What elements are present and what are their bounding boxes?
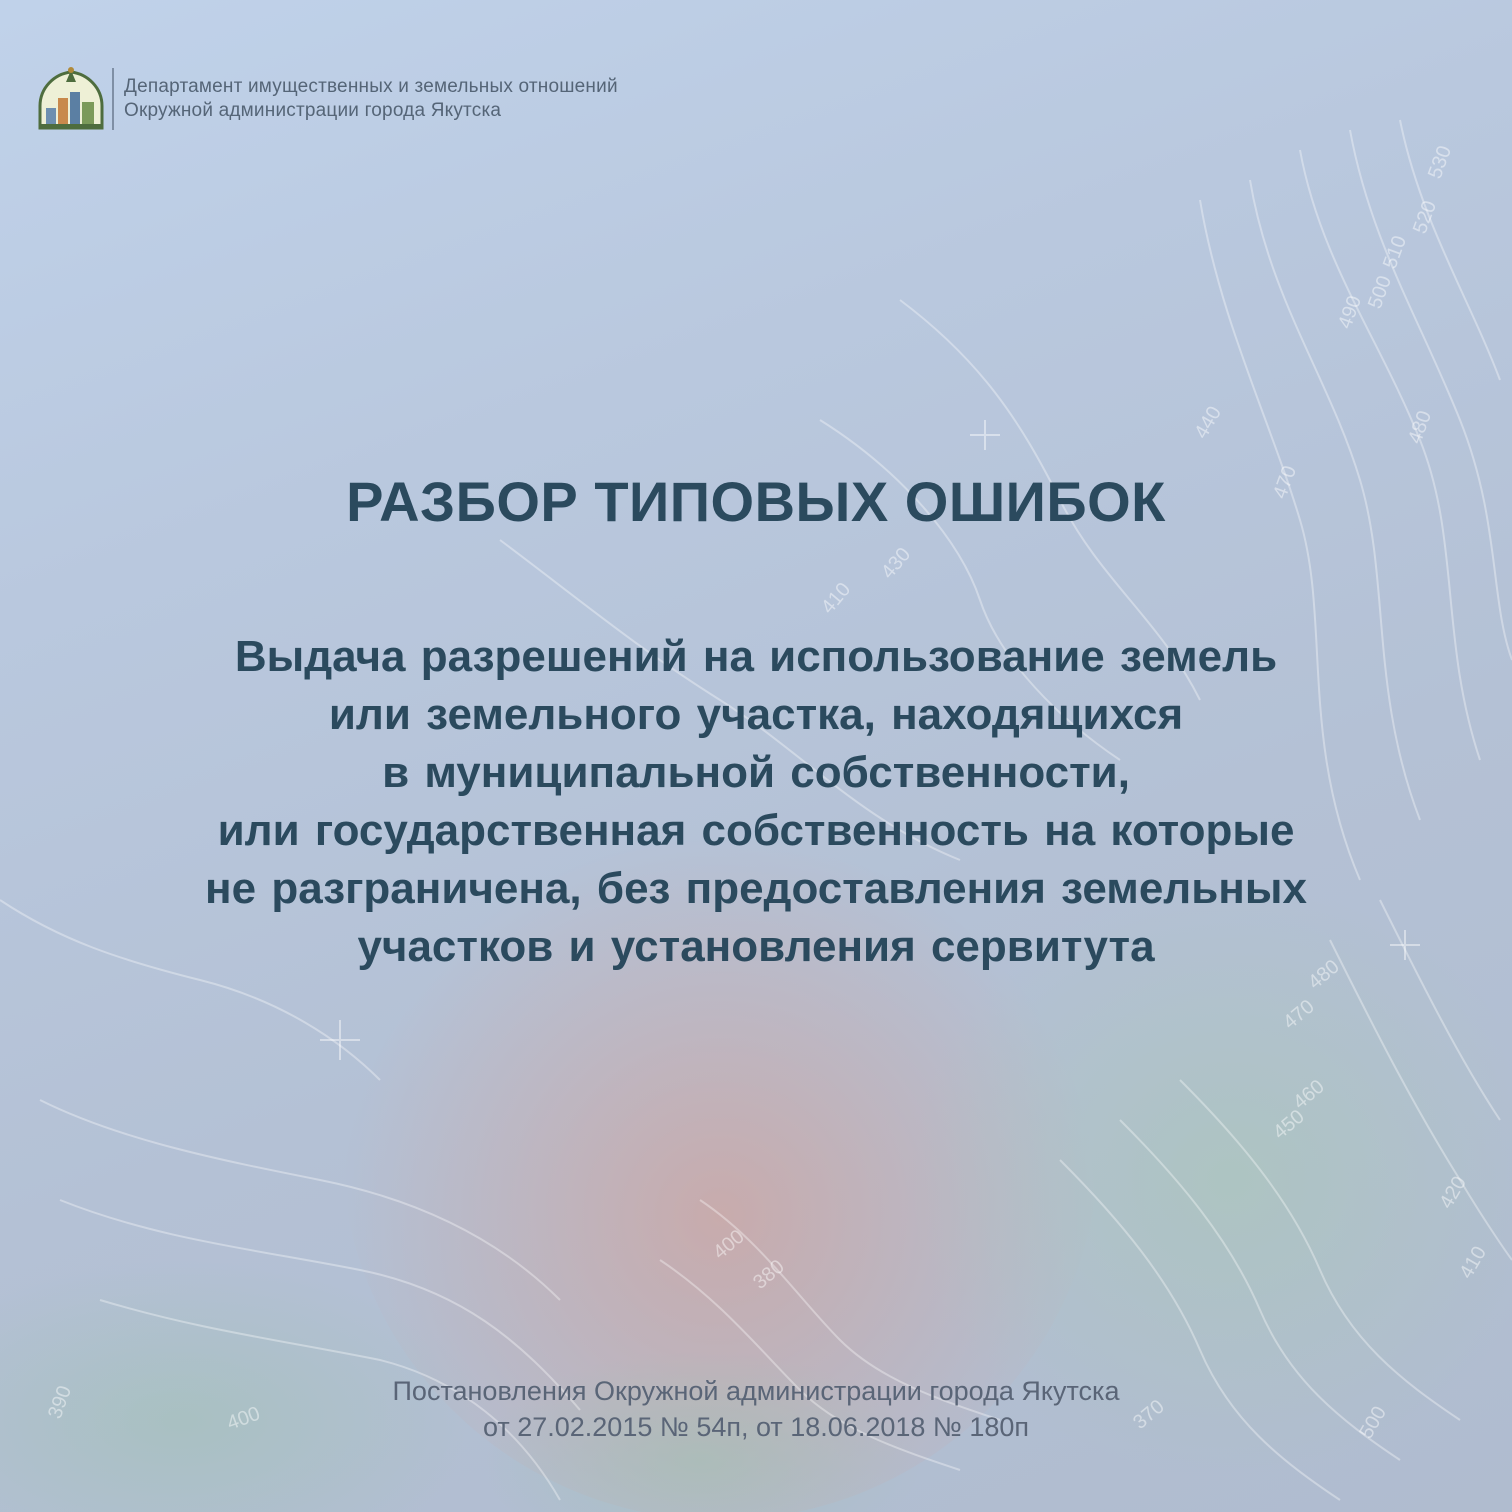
contour-elevation-label: 500 [1364,272,1397,312]
contour-elevation-label: 470 [1269,462,1302,502]
page-title: РАЗБОР ТИПОВЫХ ОШИБОК [346,470,1166,533]
contour-elevation-label: 510 [1379,232,1412,272]
contour-elevation-label: 530 [1424,142,1457,182]
contour-elevation-label: 410 [816,578,856,619]
contour-elevation-label: 500 [1355,1402,1392,1443]
organization-name [124,75,618,123]
plus-marker [970,420,1000,450]
contour-elevation-label: 480 [1404,407,1437,447]
contour-elevation-label: 430 [876,543,916,584]
contour-elevation-label: 420 [1435,1172,1472,1213]
footer-line-2: от 27.02.2015 № 54п, от 18.06.2018 № 180п [482,1412,1030,1442]
contour-elevation-label: 380 [749,1255,789,1294]
subtitle-line: или государственная собственность на которые [217,806,1295,855]
footer-line-1: Постановления Окружной администрации города Якутска [392,1376,1120,1406]
footer-reference [0,1373,1512,1445]
contour-elevation-label: 370 [1129,1395,1169,1434]
subtitle-line: или земельного участка, находящихся [328,690,1184,739]
header-divider [112,68,114,130]
subtitle-line: участков и установления сервитута [357,922,1155,971]
header [36,66,618,132]
contour-elevation-label: 480 [1304,955,1344,994]
subtitle-line: в муниципальной собственности, [382,748,1130,797]
contour-elevation-label: 520 [1409,197,1442,237]
subtitle-line: Выдача разрешений на использование земель [234,632,1278,681]
org-line-1: Департамент имущественных и земельных отношений [124,76,618,97]
contour-elevation-label: 390 [44,1382,77,1422]
contour-elevation-label: 470 [1279,995,1319,1034]
contour-elevation-label: 460 [1289,1075,1329,1114]
subtitle-line: не разграничена, без предоставления земельных [205,864,1307,913]
city-emblem-icon [36,66,106,132]
contour-elevation-label: 400 [709,1225,749,1264]
contour-elevation-label: 410 [1455,1242,1492,1283]
contour-elevation-label: 490 [1334,292,1367,332]
org-line-2: Окружной администрации города Якутска [124,100,502,121]
contour-elevation-label: 450 [1269,1105,1309,1144]
contour-elevation-label: 440 [1190,402,1227,443]
contour-elevation-label: 400 [224,1402,264,1435]
subtitle [40,628,1472,976]
